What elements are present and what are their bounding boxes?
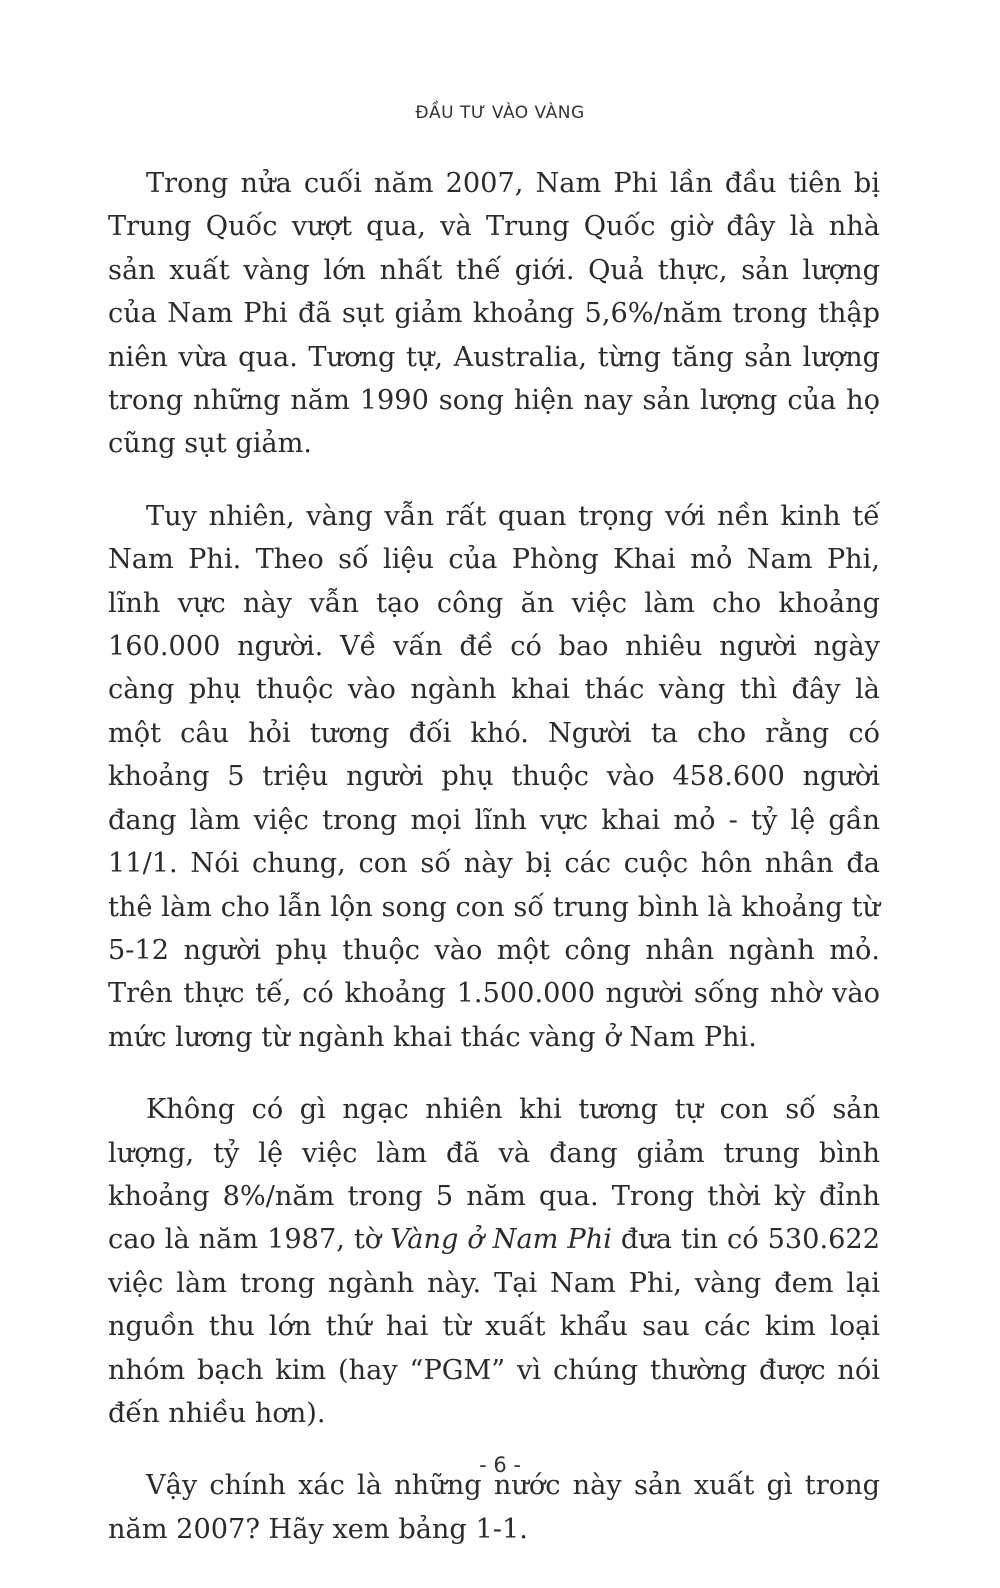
- body-text: [108, 162, 880, 1580]
- paragraph-3-text-start: Không có gì ngạc nhiên khi tương tự con số sản lượng, tỷ lệ việc làm đã và đang giảm trung bình khoảng 8%/năm trong 5 năm qua. Trong thời kỳ đỉnh cao là năm 1987, tờ: [108, 1094, 880, 1256]
- page-number: - 6 -: [479, 1453, 521, 1477]
- paragraph-2: Tuy nhiên, vàng vẫn rất quan trọng với nền kinh tế Nam Phi. Theo số liệu của Phòng Khai mỏ Nam Phi, lĩnh vực này vẫn tạo công ăn việc làm cho khoảng 160.000 người. Về vấn đề có bao nhiêu người ngày càng phụ thuộc vào ngành khai thác vàng thì đây là một câu hỏi tương đối khó. Người ta cho rằng có khoảng 5 triệu người phụ thuộc vào 458.600 người đang làm việc trong mọi lĩnh vực khai mỏ - tỷ lệ gần 11/1. Nói chung, con số này bị các cuộc hôn nhân đa thê làm cho lẫn lộn song con số trung bình là khoảng từ 5-12 người phụ thuộc vào một công nhân ngành mỏ. Trên thực tế, có khoảng 1.500.000 người sống nhờ vào mức lương từ ngành khai thác vàng ở Nam Phi.: [108, 500, 880, 1053]
- paragraph-4: Vậy chính xác là những nước này sản xuất gì trong năm 2007? Hãy xem bảng 1-1.: [108, 1470, 880, 1545]
- paragraph-1: Trong nửa cuối năm 2007, Nam Phi lần đầu tiên bị Trung Quốc vượt qua, và Trung Quốc giờ đây là nhà sản xuất vàng lớn nhất thế giới. Quả thực, sản lượng của Nam Phi đã sụt giảm khoảng 5,6%/năm trong thập niên vừa qua. Tương tự, Australia, từng tăng sản lượng trong những năm 1990 song hiện nay sản lượng của họ cũng sụt giảm.: [108, 168, 880, 460]
- newspaper-title: Vàng ở Nam Phi: [390, 1224, 612, 1256]
- paragraph-3: [108, 1088, 880, 1435]
- running-header: ĐẦU TƯ VÀO VÀNG: [415, 103, 585, 123]
- paragraph-3-text-end: đưa tin có 530.622 việc làm trong ngành này. Tại Nam Phi, vàng đem lại nguồn thu lớn thứ hai từ xuất khẩu sau các kim loại nhóm bạch kim (hay “PGM” vì chúng thường được nói đến nhiều hơn).: [108, 1224, 881, 1429]
